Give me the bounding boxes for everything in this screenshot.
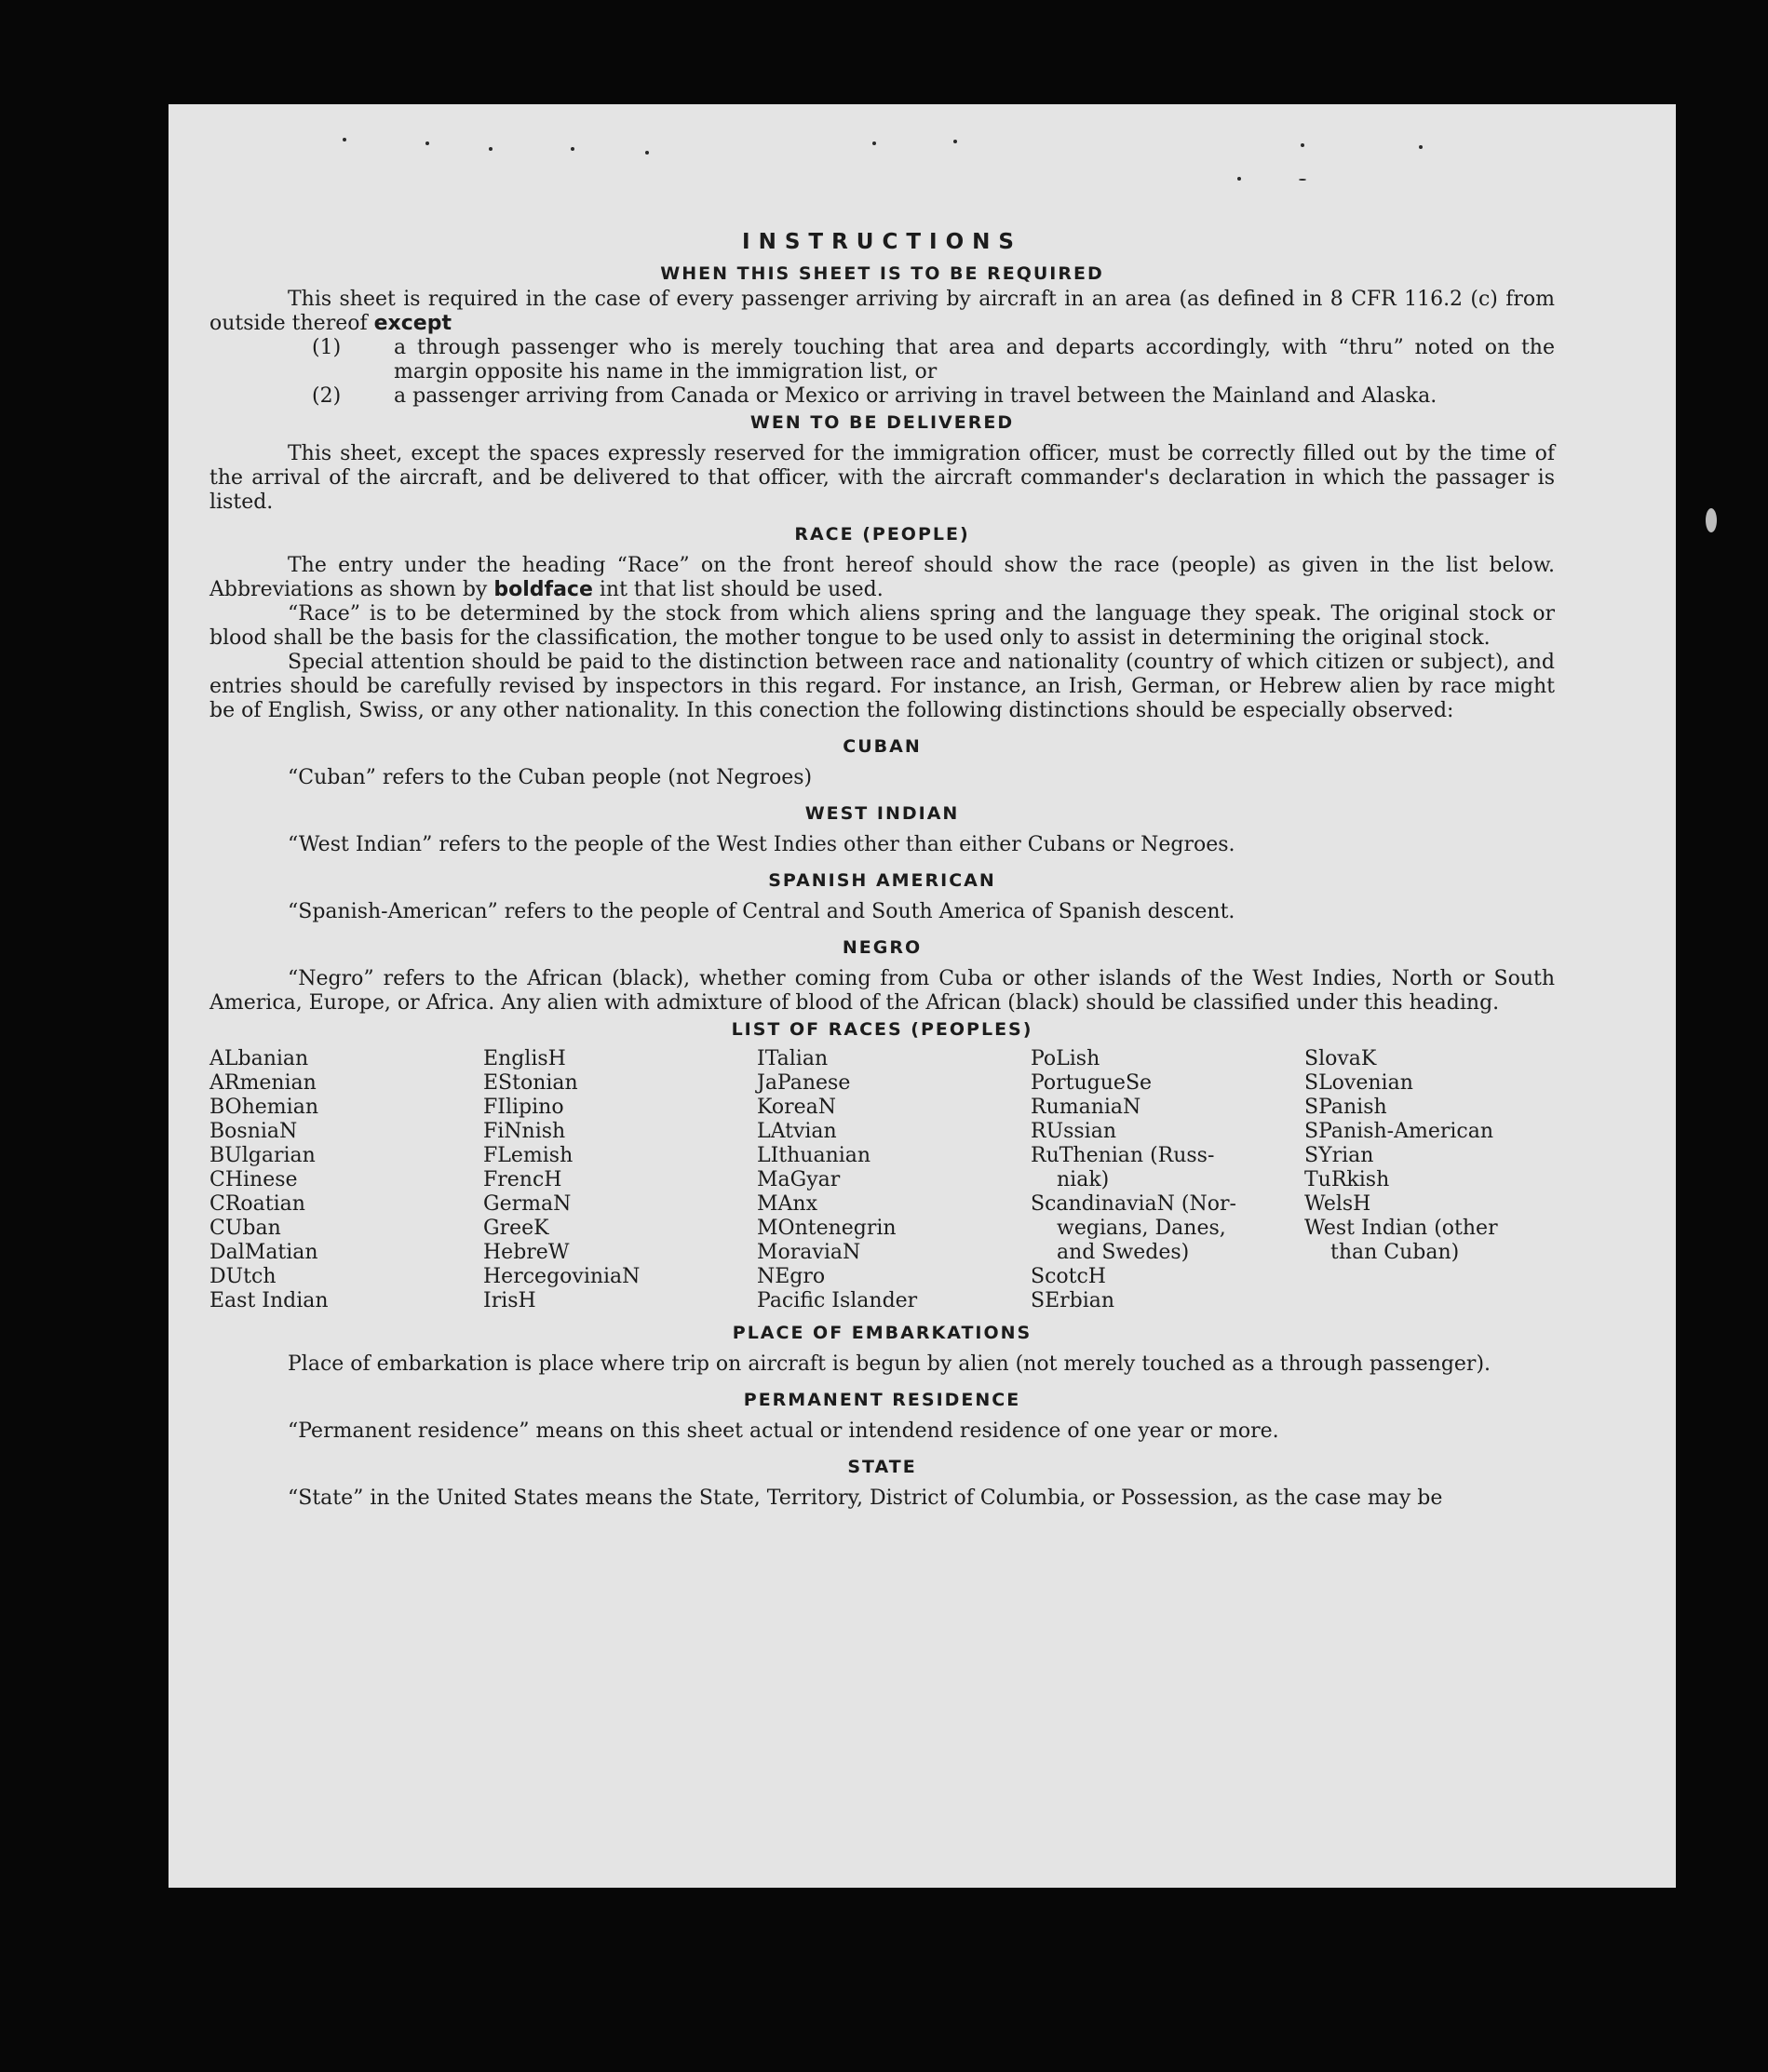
print-speck	[1237, 177, 1241, 181]
races-group	[1031, 1047, 1304, 1144]
print-speck	[425, 141, 429, 145]
race-entry-continued: and Swedes)	[1057, 1241, 1190, 1264]
race-entry: SLovenian	[1304, 1071, 1413, 1095]
race-entry: TuRkish	[1304, 1168, 1390, 1191]
race-entry: SlovaK	[1304, 1047, 1377, 1070]
paragraph-embarkation: Place of embarkation is place where trip on aircraft is begun by alien (not merely touched as a through passenger).	[288, 1352, 1491, 1376]
print-speck	[872, 141, 876, 145]
races-group	[1031, 1265, 1304, 1313]
race-entry-continued: than Cuban)	[1330, 1241, 1460, 1264]
paragraph-when-required	[209, 288, 1555, 336]
race-entry: SPanish	[1304, 1096, 1387, 1119]
race-entry: LAtvian	[757, 1120, 837, 1143]
races-column-2	[483, 1047, 757, 1313]
paragraph-race-2: “Race” is to be determined by the stock from which aliens spring and the language they speak. The original stock or blood shall be the basis for the classification, the mother tongue to be used only to assist in determining the original stock.	[209, 602, 1555, 650]
paragraph-race-3: Special attention should be paid to the distinction between race and nationality (country of which citizen or subject), and entries should be carefully revised by inspectors in this regard. For instance, an Irish, German, or Hebrew alien by race might be of English, Swiss, or any other nationality. In this conection the following distinctions should be especially observed:	[209, 651, 1555, 722]
races-column-3	[757, 1047, 1031, 1313]
race-entry: GreeK	[483, 1217, 549, 1240]
item-text: a through passenger who is merely touching that area and departs accordingly, with “thru” noted on the margin opposite his name in the immigration list, or	[394, 336, 1555, 383]
heading-when-required: WHEN THIS SHEET IS TO BE REQUIRED	[660, 263, 1104, 284]
races-group	[1304, 1047, 1537, 1217]
race-entry-continued: wegians, Danes,	[1057, 1217, 1226, 1240]
race-entry: FiNnish	[483, 1120, 566, 1143]
race-entry: ScandinaviaN (Nor-	[1031, 1192, 1236, 1216]
heading-spanish-american: SPANISH AMERICAN	[768, 870, 996, 891]
print-speck	[571, 147, 574, 151]
print-speck	[343, 138, 346, 141]
list-item	[209, 336, 1555, 384]
paragraph-negro: “Negro” refers to the African (black), whether coming from Cuba or other islands of the West Indies, North or South America, Europe, or Africa. Any alien with admixture of blood of the African (black) should be classified under this heading.	[209, 967, 1555, 1015]
paragraph-cuban: “Cuban” refers to the Cuban people (not Negroes)	[288, 766, 813, 789]
race-entry: FrencH	[483, 1168, 562, 1191]
race-entry: RumaniaN	[1031, 1096, 1141, 1119]
list-item	[209, 384, 1555, 409]
instruction-sheet	[169, 104, 1676, 1888]
race-entry: HebreW	[483, 1241, 570, 1264]
race-entry: MAnx	[757, 1192, 817, 1216]
boldface-bold: boldface	[493, 578, 593, 601]
paragraph-race-1	[209, 554, 1555, 602]
race-p1-start: The entry under the heading “Race” on the front hereof should show the race (people) as given in the list below. Abbreviations as shown by	[209, 554, 1555, 601]
race-entry: KoreaN	[757, 1096, 836, 1119]
item-number: (2)	[312, 384, 342, 408]
print-speck	[1301, 143, 1304, 147]
race-entry: SPanish-American	[1304, 1120, 1494, 1143]
race-entry: CUban	[209, 1217, 281, 1240]
race-entry: HercegoviniaN	[483, 1265, 641, 1288]
print-speck	[1299, 179, 1306, 181]
paragraph-spanish-american: “Spanish-American” refers to the people of Central and South America of Spanish descent.	[288, 900, 1235, 923]
race-entry: CHinese	[209, 1168, 298, 1191]
races-column-5	[1304, 1047, 1537, 1313]
race-entry: SYrian	[1304, 1144, 1374, 1167]
race-entry: DUtch	[209, 1265, 277, 1288]
race-entry: EStonian	[483, 1071, 578, 1095]
paragraph-residence: “Permanent residence” means on this sheet actual or intendend residence of one year or more.	[288, 1419, 1279, 1443]
page-title: INSTRUCTIONS	[742, 230, 1022, 254]
race-entry-continued: niak)	[1057, 1168, 1110, 1191]
race-entry: IrisH	[483, 1289, 536, 1312]
film-dust	[1706, 508, 1717, 532]
race-entry: PoLish	[1031, 1047, 1100, 1070]
race-entry: ScotcH	[1031, 1265, 1106, 1288]
when-required-intro: This sheet is required in the case of every passenger arriving by aircraft in an area (as defined in 8 CFR 116.2 (c) from outside thereof	[209, 288, 1555, 335]
race-entry: BosniaN	[209, 1120, 298, 1143]
race-entry: BUlgarian	[209, 1144, 316, 1167]
race-entry: EnglisH	[483, 1047, 566, 1070]
paragraph-west-indian: “West Indian” refers to the people of the West Indies other than either Cubans or Negroes.	[288, 833, 1235, 856]
heading-list-of-races: LIST OF RACES (PEOPLES)	[731, 1019, 1033, 1040]
race-entry: Pacific Islander	[757, 1289, 918, 1312]
race-entry: NEgro	[757, 1265, 826, 1288]
print-speck	[489, 147, 493, 151]
races-table	[209, 1047, 1555, 1313]
race-entry: CRoatian	[209, 1192, 305, 1216]
race-entry: East Indian	[209, 1289, 329, 1312]
heading-race: RACE (PEOPLE)	[794, 524, 970, 545]
heading-west-indian: WEST INDIAN	[804, 803, 960, 824]
heading-delivered: WEN TO BE DELIVERED	[749, 412, 1015, 433]
print-speck	[1419, 145, 1423, 149]
race-entry: RuThenian (Russ-	[1031, 1144, 1215, 1167]
race-entry: FLemish	[483, 1144, 574, 1167]
heading-negro: NEGRO	[842, 937, 923, 958]
print-speck	[953, 140, 957, 143]
race-entry: LIthuanian	[757, 1144, 871, 1167]
heading-state: STATE	[847, 1457, 917, 1477]
race-entry: DalMatian	[209, 1241, 318, 1264]
race-entry: JaPanese	[757, 1071, 851, 1095]
race-entry: MoraviaN	[757, 1241, 861, 1264]
race-entry: MOntenegrin	[757, 1217, 897, 1240]
race-entry: West Indian (other	[1304, 1217, 1498, 1240]
paragraph-state: “State” in the United States means the State, Territory, District of Columbia, or Possession, as the case may be	[288, 1487, 1443, 1510]
race-entry: WelsH	[1304, 1192, 1371, 1216]
races-column-4	[1031, 1047, 1304, 1313]
race-entry: ITalian	[757, 1047, 829, 1070]
paragraph-delivered: This sheet, except the spaces expressly reserved for the immigration officer, must be correctly filled out by the time of the arrival of the aircraft, and be delivered to that officer, with the aircraft commander's declaration in which the passager is listed.	[209, 442, 1555, 514]
races-column-1	[209, 1047, 483, 1313]
item-number: (1)	[312, 336, 342, 359]
race-entry: ALbanian	[209, 1047, 309, 1070]
race-entry: MaGyar	[757, 1168, 841, 1191]
race-entry: GermaN	[483, 1192, 572, 1216]
race-entry: ARmenian	[209, 1071, 317, 1095]
print-speck	[645, 151, 649, 155]
race-entry: RUssian	[1031, 1120, 1117, 1143]
item-text: a passenger arriving from Canada or Mexico or arriving in travel between the Mainland and Alaska.	[394, 384, 1437, 408]
race-entry: PortugueSe	[1031, 1071, 1153, 1095]
race-entry: SErbian	[1031, 1289, 1115, 1312]
race-p1-end: int that list should be used.	[599, 578, 884, 601]
except-bold: except	[373, 312, 452, 335]
heading-residence: PERMANENT RESIDENCE	[743, 1390, 1021, 1410]
race-entry: BOhemian	[209, 1096, 318, 1119]
heading-cuban: CUBAN	[843, 736, 922, 757]
heading-embarkation: PLACE OF EMBARKATIONS	[732, 1323, 1032, 1343]
race-entry: FIlipino	[483, 1096, 564, 1119]
